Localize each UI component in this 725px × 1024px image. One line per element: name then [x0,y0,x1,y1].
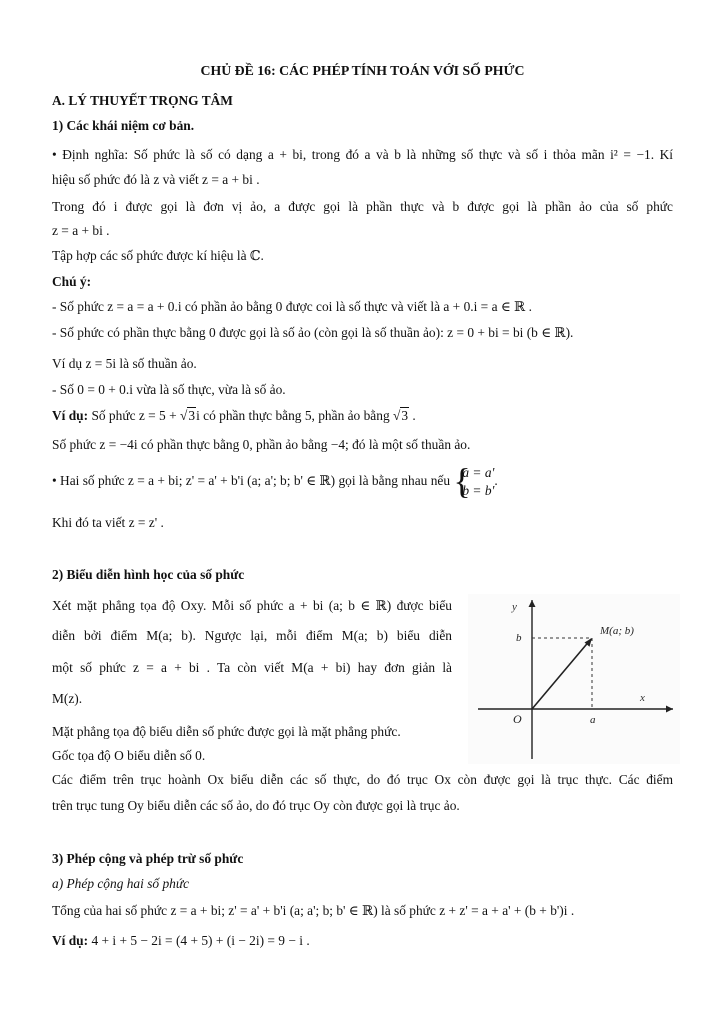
note-real-number: - Số phức z = a = a + 0.i có phần ảo bằng 0 được coi là số thực và viết là a + 0.i = a ∈ ℝ . [52,299,532,314]
note-example: Ví dụ z = 5i là số thuần ảo. [52,356,197,371]
note-zero: - Số 0 = 0 + 0.i vừa là số thực, vừa là số ảo. [52,382,286,397]
figure-background [468,594,680,764]
equality-end: . [494,473,498,489]
equality-system: { a = a' b = b' [453,461,495,501]
origin-label: O [513,712,522,726]
example-1-text-a: Số phức z = 5 + [88,408,181,423]
section-3a-heading: a) Phép cộng hai số phức [52,876,190,891]
example-1-line: Ví dụ: Số phức z = 5 + √3i có phần thực bằng 5, phần ảo bằng √3 . [52,408,416,423]
equality-system-row-2: b = b' [462,483,495,498]
example-1-sqrt-2: 3 [401,408,409,423]
a-label: a [590,714,596,726]
b-label: b [516,632,522,644]
equality-text: • Hai số phức z = a + bi; z' = a' + b'i (a; a'; b; b' ∈ ℝ) gọi là bằng nhau nếu [52,473,451,489]
geometry-line-5: Mặt phẳng tọa độ biểu diễn số phức được gọi là mặt phẳng phức. [52,724,401,739]
example-3-label: Ví dụ: [52,933,89,948]
axis-line-2: trên trục tung Oy biểu diễn các số ảo, do đó trục Oy còn được gọi là trục ảo. [52,798,460,813]
example-1-text-b: i có phần thực bằng 5, phần ảo bằng [196,408,393,423]
definition-line-1: • Định nghĩa: Số phức là số có dạng a + bi, trong đó a và b là những số thực và số i thỏa mãn i² = −1. Kí [52,147,673,162]
example-1-sqrt: 3 [188,408,196,423]
note-heading: Chú ý: [52,274,92,289]
geometry-line-2: diễn bởi điểm M(a; b). Ngược lại, mỗi điểm M(a; b) biểu diễn [52,628,452,643]
geometry-line-3: một số phức z = a + bi . Ta còn viết M(a + bi) hay đơn giản là [52,660,452,675]
example-3-line [52,932,673,950]
example-2-line: Số phức z = −4i có phần thực bằng 0, phần ảo bằng −4; đó là một số thuần ảo. [52,437,471,452]
geometry-line-4: M(z). [52,691,83,706]
geometry-line-6: Gốc tọa độ O biểu diễn số 0. [52,748,206,763]
example-1-text-c: . [409,408,416,423]
where-line-2: z = a + bi . [52,223,110,238]
document-title: CHỦ ĐỀ 16: CÁC PHÉP TÍNH TOÁN VỚI SỐ PHỨC [200,63,525,78]
axis-line-1: Các điểm trên trục hoành Ox biểu diễn các số thực, do đó trục Ox còn được gọi là trục thực. Các điểm [52,772,673,787]
definition-line-2: hiệu số phức đó là z và viết z = a + bi . [52,172,260,187]
equality-system-row-1: a = a' [462,465,495,480]
section-2-heading: 2) Biểu diễn hình học của số phức [52,567,245,582]
note-imaginary-number: - Số phức có phần thực bằng 0 được gọi là số ảo (còn gọi là số thuần ảo): z = 0 + bi = bi (b ∈ ℝ). [52,325,574,340]
y-axis-label: y [512,601,517,613]
example-3-text: 4 + i + 5 − 2i = (4 + 5) + (i − 2i) = 9 − i . [88,933,310,948]
where-line-1: Trong đó i được gọi là đơn vị ảo, a được gọi là phần thực và b được gọi là phần ảo của số phức [52,199,673,214]
section-a-heading: A. LÝ THUYẾT TRỌNG TÂM [52,93,233,108]
equality-line [52,461,673,501]
complex-plane-figure [468,594,680,764]
geometry-line-1: Xét mặt phẳng tọa độ Oxy. Mỗi số phức a + bi (a; b ∈ ℝ) được biểu [52,598,452,613]
then-line: Khi đó ta viết z = z' . [52,515,164,530]
x-axis-label: x [640,692,645,704]
complex-set-line: Tập hợp các số phức được kí hiệu là ℂ. [52,248,264,263]
point-m-label: M(a; b) [600,625,634,637]
sum-definition-line: Tổng của hai số phức z = a + bi; z' = a' + b'i (a; a'; b; b' ∈ ℝ) là số phức z + z' = a + a' + (b + b')i . [52,903,575,918]
section-3-heading: 3) Phép cộng và phép trừ số phức [52,851,244,866]
section-1-heading: 1) Các khái niệm cơ bản. [52,118,195,133]
example-1-label: Ví dụ: [52,408,89,423]
